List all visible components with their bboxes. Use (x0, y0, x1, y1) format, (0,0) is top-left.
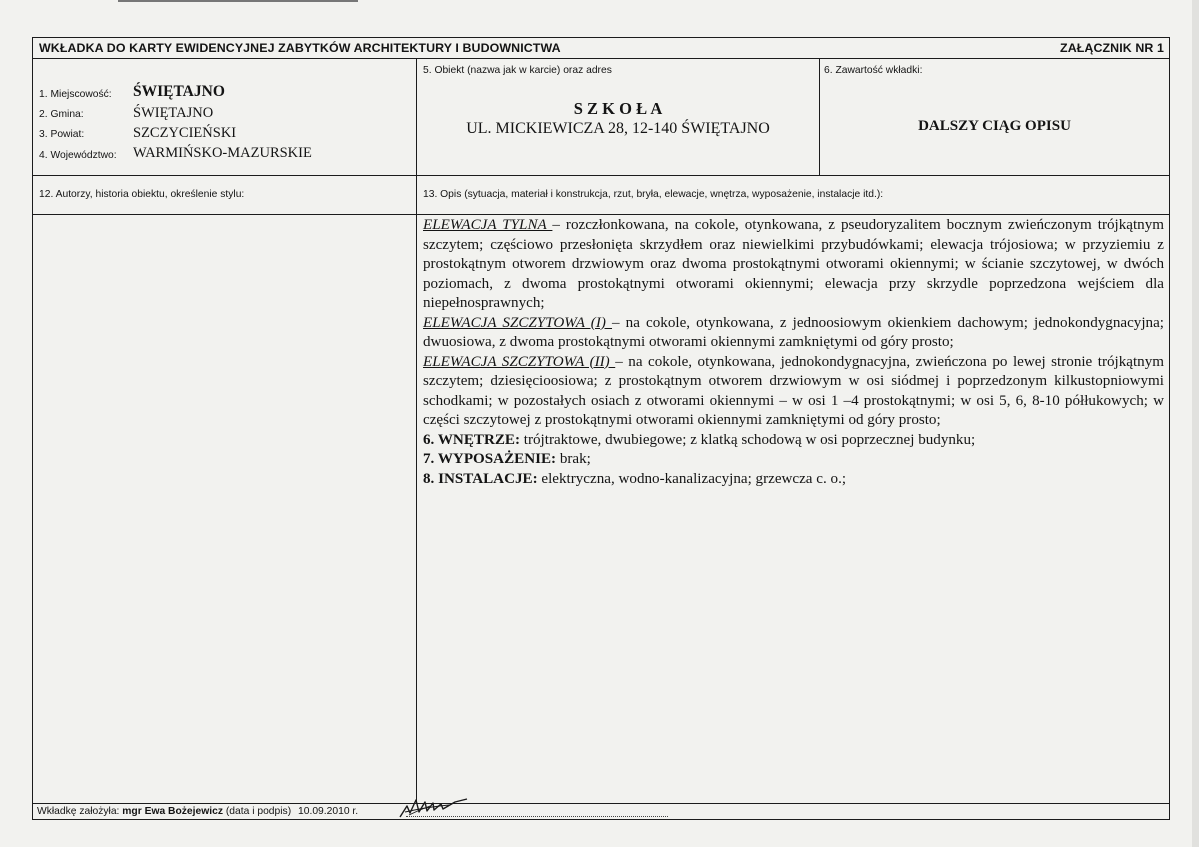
header-divider (33, 58, 1169, 59)
handwritten-signature (397, 794, 469, 820)
powiat-label: 3. Powiat: (39, 129, 85, 140)
description-label: 13. Opis (sytuacja, materiał i konstrukcja, rzut, bryła, elewacje, wnętrza, wyposażenie, instalacje itd.): (423, 189, 884, 200)
text-instalacje: elektryczna, wodno-kanalizacyjna; grzewcza c. o.; (537, 470, 847, 487)
footer-line (37, 806, 358, 817)
heading-elewacja-tylna: ELEWACJA TYLNA (423, 217, 553, 233)
footer-prefix: Wkładkę założyła: (37, 806, 120, 817)
miejscowosc-value: ŚWIĘTAJNO (133, 83, 225, 100)
gmina-value: ŚWIĘTAJNO (133, 105, 214, 121)
column-divider-right (819, 58, 820, 175)
wojewodztwo-value: WARMIŃSKO-MAZURSKIE (133, 145, 312, 161)
heading-wyposazenie: 7. WYPOSAŻENIE: (423, 451, 557, 467)
form-title: WKŁADKA DO KARTY EWIDENCYJNEJ ZABYTKÓW ARCHITEKTURY I BUDOWNICTWA (39, 41, 561, 55)
annex-label: ZAŁĄCZNIK NR 1 (1060, 41, 1164, 55)
miejscowosc-label: 1. Miejscowość: (39, 89, 112, 100)
footer-author-name: mgr Ewa Bożejewicz (122, 806, 223, 817)
heading-wnetrze: 6. WNĘTRZE: (423, 431, 521, 448)
wojewodztwo-label: 4. Województwo: (39, 150, 117, 161)
heading-elewacja-szczytowa-1: ELEWACJA SZCZYTOWA (I) (423, 314, 613, 331)
authors-label: 12. Autorzy, historia obiektu, określenie stylu: (39, 189, 245, 200)
paragraph-elewacja-tylna (423, 216, 1164, 314)
scan-edge (1192, 0, 1199, 847)
column-divider-left (416, 58, 417, 803)
contents-label: 6. Zawartość wkładki: (824, 65, 923, 76)
paragraph-elewacja-szczytowa-2 (423, 353, 1164, 431)
record-sheet (32, 37, 1170, 820)
footer-note: (data i podpis) (225, 806, 292, 817)
heading-elewacja-szczytowa-2: ELEWACJA SZCZYTOWA (II) (423, 353, 616, 370)
text-wnetrze: trójtraktowe, dwubiegowe; z klatką schodową w osi poprzecznej budynku; (520, 431, 976, 448)
text-wyposazenie: brak; (556, 451, 591, 467)
label-row-divider (33, 214, 1169, 215)
object-name: S Z K O Ł A (573, 99, 663, 118)
footer-divider (33, 803, 1169, 804)
description-body (423, 216, 1164, 489)
paragraph-wyposazenie (423, 450, 1164, 470)
text-elewacja-szczytowa-1: – na cokole, otynkowana, z jednoosiowym okienkiem dachowym; jednokondygnacyjna; dwuosiowa, z dwoma prostokątnymi otworami okiennymi zamkniętymi od góry prosto; (423, 314, 1164, 350)
contents-value: DALSZY CIĄG OPISU (918, 118, 1071, 134)
object-label: 5. Obiekt (nazwa jak w karcie) oraz adres (423, 65, 612, 76)
text-elewacja-tylna: – rozczłonkowana, na cokole, otynkowana, z pseudoryzalitem bocznym zwieńczonym trójkątnym szczytem; częściowo przesłonięta skrzydłem oraz niewielkimi przybudówkami; elewacja trójosiowa; w przyziemiu z prostokątnym otworem drzwiowym oraz dwoma prostokątnymi otworami okiennymi; w ścianie szczytowej, w dwóch poziomach, z dwoma prostokątnymi otworami okiennymi; elewacja przy skrzydle poprzedzona wejściem dla niepełnosprawnych; (423, 217, 1164, 311)
powiat-value: SZCZYCIEŃSKI (133, 125, 237, 141)
paragraph-wnetrze (423, 431, 1164, 451)
object-address: UL. MICKIEWICZA 28, 12-140 ŚWIĘTAJNO (466, 120, 770, 137)
scan-artifact-line (118, 0, 358, 2)
footer-date: 10.09.2010 r. (298, 806, 359, 817)
text-elewacja-szczytowa-2: – na cokole, otynkowana, jednokondygnacyjna, zwieńczona po lewej stronie trójkątnym szczytem; dziesięcioosiowa; z prostokątnym otworem drzwiowym w osi siódmej i poprzedzonym kilkustopniowymi schodkami; w pozostałych osiach z otworami okiennymi – w osi 1 –4 prostokątnymi; w osi 5, 6, 8-10 półłukowych; w części szczytowej z prostokątnymi otworami okiennymi zamkniętymi od góry prosto; (423, 353, 1165, 428)
section-divider (33, 175, 1169, 176)
heading-instalacje: 8. INSTALACJE: (423, 470, 538, 487)
paragraph-elewacja-szczytowa-1 (423, 314, 1164, 353)
gmina-label: 2. Gmina: (39, 109, 84, 120)
paragraph-instalacje (423, 470, 1164, 490)
